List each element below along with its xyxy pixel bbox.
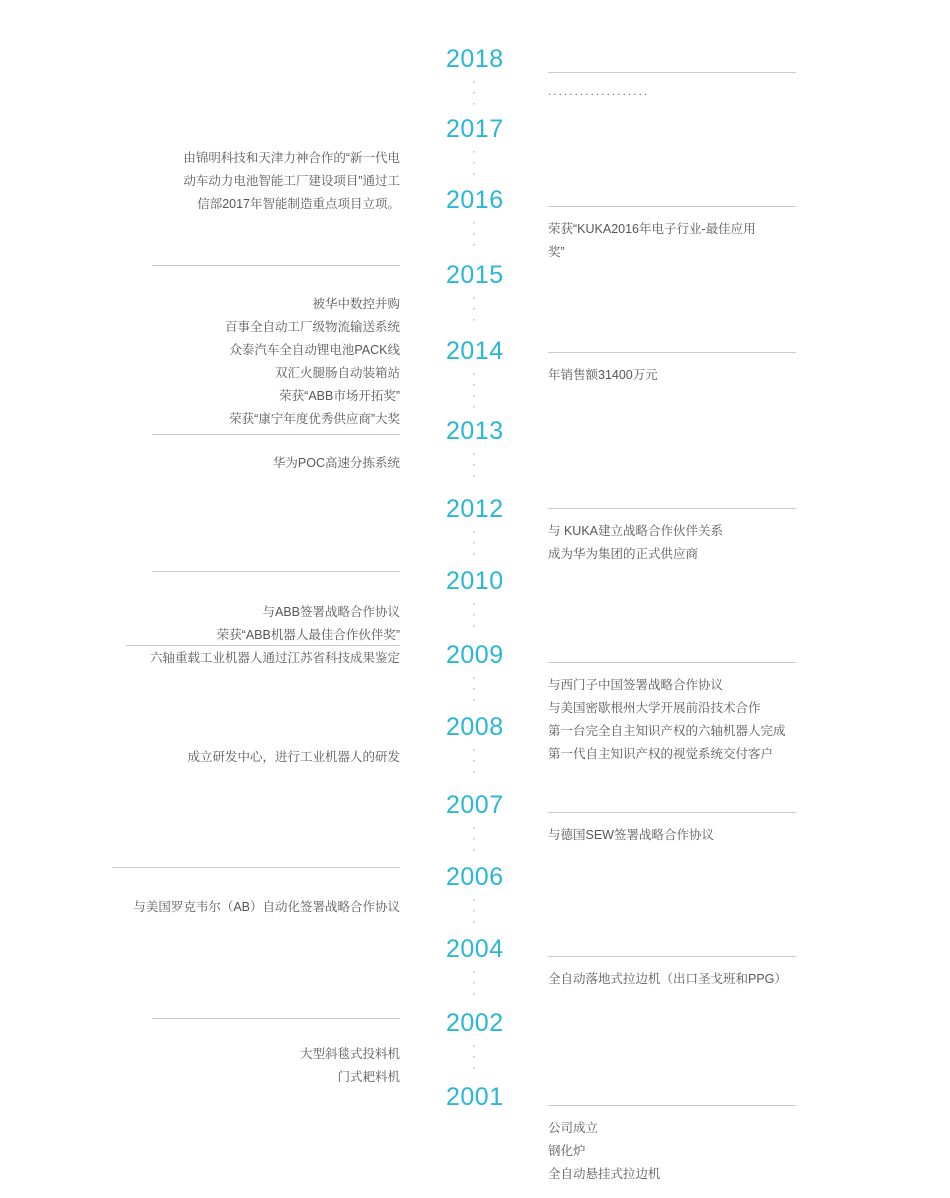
timeline-connector-dots: · · · [472,744,476,778]
timeline-event-line: 成为华为集团的正式供应商 [548,547,699,561]
timeline-event-line: 第一台完全自主知识产权的六轴机器人完成 [548,724,786,738]
timeline-event-right [548,968,848,991]
timeline-event-line: 门式耙料机 [337,1070,400,1084]
timeline-event-right [548,674,848,766]
timeline-year-2015: 2015 [446,261,504,289]
timeline-connector-dots: · · · [472,526,476,560]
timeline-divider [548,812,796,813]
timeline-event-right [548,364,848,387]
timeline-year-2009: 2009 [446,641,504,669]
timeline-connector-dots: · · · [472,966,476,1000]
timeline-event-line: 钢化炉 [548,1144,586,1158]
timeline-event-line: 第一代自主知识产权的视觉系统交付客户 [548,747,774,761]
timeline-connector-dots: · · · [472,448,476,482]
timeline-year-2013: 2013 [446,417,504,445]
timeline-event-right [548,1117,848,1186]
timeline-connector-dots: · · · [472,146,476,180]
timeline-event-line: 被华中数控并购 [312,297,400,311]
timeline-event-right [548,80,848,103]
timeline-event-left [100,746,400,769]
timeline-event-line: 荣获“ABB机器人最佳合作伙伴奖” [216,628,400,642]
timeline-event-line: 与ABB签署战略合作协议 [262,605,400,619]
timeline-connector-dots: · · · [472,598,476,632]
timeline-event-line: 公司成立 [548,1121,599,1135]
timeline-connector-dots: · · · [472,894,476,928]
timeline-event-left [100,452,400,475]
timeline-divider [548,1105,796,1106]
timeline-event-line: 华为POC高速分拣系统 [272,456,400,470]
timeline-event-left [100,1043,400,1089]
timeline-divider [548,352,796,353]
timeline-event-line: 六轴重载工业机器人通过江苏省科技成果鉴定 [149,651,400,665]
timeline-event-line: 大型斜毯式投料机 [299,1047,400,1061]
timeline-year-2014: 2014 [446,337,504,365]
timeline-connector-dots: · · · [472,822,476,856]
timeline-year-2016: 2016 [446,186,504,214]
timeline-event-line: 信部2017年智能制造重点项目立项。 [197,197,400,211]
timeline-event-line: 众泰汽车全自动锂电池PACK线 [229,343,400,357]
timeline-event-right [548,520,848,566]
timeline-year-2002: 2002 [446,1009,504,1037]
timeline-event-line: 动车动力电池智能工厂建设项目”通过工 [183,174,400,188]
timeline-event-left [100,147,400,216]
timeline-divider [152,434,400,435]
timeline-year-2010: 2010 [446,567,504,595]
timeline-event-line: 成立研发中心，进行工业机器人的研发 [187,750,400,764]
timeline-event-line: 荣获“KUKA2016年电子行业-最佳应用 [548,222,756,236]
timeline-event-line: 与德国SEW签署战略合作协议 [548,828,714,842]
timeline-event-right [548,824,848,847]
timeline-event-left [100,896,400,919]
timeline-event-left [90,293,400,431]
timeline-connector-dots: · · · [472,1040,476,1074]
timeline-event-line: ................... [548,84,650,98]
timeline-event-line: 百事全自动工厂级物流输送系统 [224,320,400,334]
timeline-event-line: 与美国密歇根州大学开展前沿技术合作 [548,701,761,715]
timeline-event-line: 与 KUKA建立战略合作伙伴关系 [548,524,724,538]
timeline-divider [548,956,796,957]
timeline-year-2012: 2012 [446,495,504,523]
timeline-connector-dots: · · · [472,292,476,326]
timeline-event-line: 奖” [548,245,565,259]
timeline-event-line: 全自动悬挂式拉边机 [548,1167,661,1181]
timeline-event-line: 荣获“康宁年度优秀供应商”大奖 [229,412,400,426]
timeline-event-line: 由锦明科技和天津力神合作的“新一代电 [183,151,400,165]
timeline-year-2006: 2006 [446,863,504,891]
timeline-connector-dots: · · · [472,217,476,251]
timeline-connector-dots: · · · [472,672,476,706]
timeline-divider [548,508,796,509]
timeline-event-left [100,601,400,670]
timeline-divider [548,662,796,663]
timeline-year-2001: 2001 [446,1083,504,1111]
timeline-connector-dots: · · · [472,76,476,110]
timeline-event-line: 年销售额31400万元 [548,368,658,382]
timeline-divider [152,1018,400,1019]
timeline-event-line: 全自动落地式拉边机（出口圣戈班和PPG） [548,972,787,986]
timeline-year-2018: 2018 [446,45,504,73]
timeline-divider [152,571,400,572]
timeline-year-2017: 2017 [446,115,504,143]
timeline-event-right [548,218,848,264]
timeline-divider [112,867,400,868]
timeline-event-line: 与美国罗克韦尔（AB）自动化签署战略合作协议 [133,900,400,914]
timeline-divider [548,206,796,207]
timeline-event-line: 荣获“ABB市场开拓奖” [279,389,400,403]
timeline-event-line: 双汇火腿肠自动装箱站 [274,366,400,380]
timeline-year-2007: 2007 [446,791,504,819]
timeline-year-2004: 2004 [446,935,504,963]
timeline-connector-dots: · · · · [472,368,476,413]
timeline-divider [548,72,796,73]
timeline-year-2008: 2008 [446,713,504,741]
timeline-divider [152,265,400,266]
timeline-event-line: 与西门子中国签署战略合作协议 [548,678,724,692]
